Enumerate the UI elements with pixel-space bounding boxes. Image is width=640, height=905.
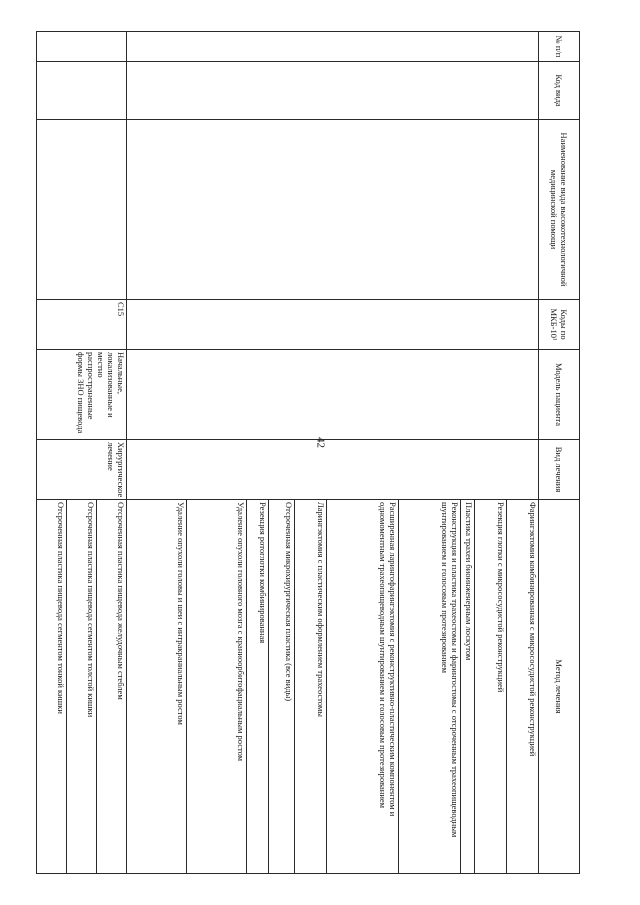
cell-model-group2: Начальные, локализованные и местно распространенные формы ЗНО пищевода: [37, 350, 127, 440]
cell-model-group1: [127, 350, 539, 440]
cell-mkb-group2: C15: [37, 300, 127, 350]
cell-name-group2: [37, 120, 127, 300]
cell-name-group1: [127, 120, 539, 300]
method-cell: Удаление опухоли головного мозга с краниоорбитофациальным ростом: [187, 500, 247, 874]
method-cell: Отсроченная пластика пищевода сегментом толстой кишки: [67, 500, 97, 874]
header-type: Вид лечения: [539, 440, 580, 500]
table-row: [507, 32, 539, 874]
method-cell: Фарингэктомия комбинированная с микрососудистой реконструкцией: [507, 500, 539, 874]
cell-type-group1: [127, 440, 539, 500]
table-row: [97, 32, 127, 874]
method-cell: Расширенная ларингофарингэктомия с реконструктивно-пластическим компонентом и одномоментным трахеопищеводным шунтированием и голосовым протезированием: [327, 500, 399, 874]
cell-code-group2: [37, 62, 127, 120]
cell-mkb-group1: [127, 300, 539, 350]
method-cell: Отсроченная пластика пищевода желудочным стеблем: [97, 500, 127, 874]
cell-num-group1: [127, 32, 539, 62]
header-method: Метод лечения: [539, 500, 580, 874]
header-model: Модель пациента: [539, 350, 580, 440]
method-cell: Удаление опухоли головы и шеи с интракраниальным ростом: [127, 500, 187, 874]
page-number: 42: [314, 437, 327, 448]
header-row: [539, 32, 580, 874]
cell-code-group1: [127, 62, 539, 120]
header-name: Наименование вида высокотехнологичной медицинской помощи: [539, 120, 580, 300]
method-cell: Резекция ротоглотки комбинированная: [247, 500, 269, 874]
method-cell: Ларингэктомия с пластическим оформлением трахеостомы: [295, 500, 327, 874]
method-cell: Пластика трахеи биоинженерным лоскутом: [461, 500, 475, 874]
header-num: № п/п: [539, 32, 580, 62]
method-cell: Резекция глотки с микрососудистой реконструкцией: [475, 500, 507, 874]
method-cell: Отсроченная пластика пищевода сегментом тонкой кишки: [37, 500, 67, 874]
method-cell: Реконструкция и пластика трахеостомы и фарингостомы с отсроченным трахеопищеводным шунтированием и голосовым протезированием: [399, 500, 461, 874]
header-code: Код вида: [539, 62, 580, 120]
cell-type-group2: Хирургическое лечение: [37, 440, 127, 500]
header-mkb: Коды по МКБ-10¹: [539, 300, 580, 350]
method-cell: Отсроченная микрохирургическая пластика (все виды): [269, 500, 295, 874]
hmp-table: [36, 31, 580, 874]
rotated-table-wrapper: [43, 31, 580, 873]
cell-num-group2: [37, 32, 127, 62]
